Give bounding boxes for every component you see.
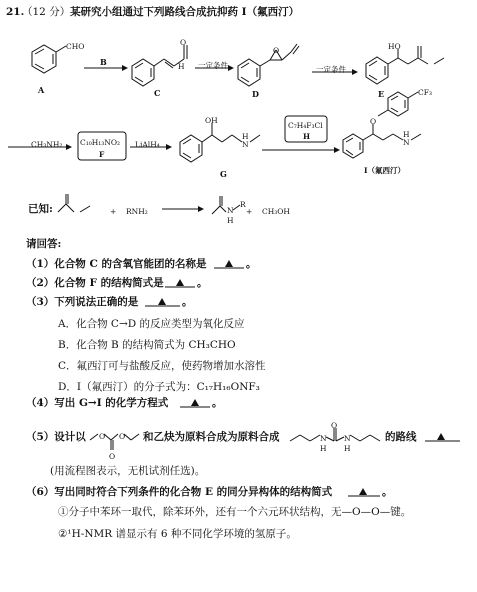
known-plus-2: + bbox=[246, 207, 253, 216]
q5-atom-h1: H bbox=[320, 444, 327, 453]
q5-atom-o2: O bbox=[119, 432, 126, 441]
option-d: D．I（氟西汀）的分子式为：C₁₇H₁₆ONF₃ bbox=[58, 381, 260, 393]
reagent-condition-1: 一定条件 bbox=[198, 61, 228, 70]
compound-d-structure bbox=[238, 44, 299, 86]
question-1-period: 。 bbox=[246, 258, 257, 270]
label-a: A bbox=[38, 85, 45, 95]
question-6: （6）写出同时符合下列条件的化合物 E 的同分异构体的结构简式 bbox=[26, 486, 333, 498]
q5-carbonate-structure bbox=[90, 434, 139, 450]
question-2-period: 。 bbox=[197, 277, 208, 289]
compound-e-structure bbox=[366, 46, 444, 84]
atom-h: H bbox=[178, 62, 185, 71]
known-n: N bbox=[227, 206, 234, 215]
question-1: （1）化合物 C 的含氧官能团的名称是 bbox=[26, 258, 207, 270]
reagent-f-label: F bbox=[99, 150, 105, 159]
atom-h-n-g: H bbox=[242, 132, 249, 141]
label-g: G bbox=[220, 169, 227, 179]
atom-ho-e: HO bbox=[388, 42, 401, 51]
reagent-h: H bbox=[303, 132, 311, 141]
label-d: D bbox=[252, 89, 259, 99]
question-4-period: 。 bbox=[212, 397, 223, 409]
option-a: A．化合物 C→D 的反应类型为氧化反应 bbox=[58, 318, 245, 330]
known-h: H bbox=[227, 216, 234, 225]
question-5c: 的路线 bbox=[385, 431, 417, 443]
atom-cf3: CF₃ bbox=[418, 88, 432, 97]
atom-o-c: O bbox=[180, 38, 187, 47]
q5-atom-h2: H bbox=[344, 444, 351, 453]
known-reaction bbox=[58, 194, 240, 214]
reagent-f-formula: C₁₀H₁₃NO₂ bbox=[80, 138, 121, 147]
atom-cho: CHO bbox=[66, 42, 85, 51]
known-r: R bbox=[240, 200, 246, 209]
reagent-b: B bbox=[100, 57, 107, 67]
question-number: 21. bbox=[6, 6, 25, 18]
condition-2: ②¹H-NMR 谱显示有 6 种不同化学环境的氢原子。 bbox=[58, 528, 297, 540]
option-c: C．氟西汀可与盐酸反应，使药物增加水溶性 bbox=[58, 360, 266, 372]
q5-atom-o4: O bbox=[331, 421, 338, 430]
known-label: 已知: bbox=[28, 203, 53, 215]
reagent-condition-2: 一定条件 bbox=[316, 65, 346, 74]
question-5a: （5）设计以 bbox=[26, 431, 86, 443]
atom-o-ether: O bbox=[370, 117, 377, 126]
question-6-period: 。 bbox=[382, 486, 393, 498]
known-rnh2: RNH₂ bbox=[126, 207, 148, 216]
label-e: E bbox=[378, 89, 385, 99]
label-i: I（氟西汀） bbox=[364, 166, 406, 175]
atom-n-i: N bbox=[403, 138, 410, 147]
option-b: B．化合物 B 的结构简式为 CH₃CHO bbox=[58, 339, 236, 351]
reagent-lialh4: LiAlH₄ bbox=[135, 140, 160, 149]
question-2: （2）化合物 F 的结构简式是 bbox=[26, 277, 164, 289]
atom-oh-g: OH bbox=[205, 116, 218, 125]
question-3-period: 。 bbox=[182, 296, 193, 308]
q5-atom-n1: N bbox=[320, 434, 327, 443]
q5-atom-o1: O bbox=[99, 432, 106, 441]
q5-atom-o3: O bbox=[109, 452, 116, 461]
question-4: （4）写出 G→I 的化学方程式 bbox=[26, 397, 169, 409]
reagent-c7h4f3cl: C₇H₄F₃Cl bbox=[288, 121, 323, 130]
atom-o-epoxide: O bbox=[273, 46, 280, 55]
atom-h-n-i: H bbox=[403, 130, 410, 139]
q5-atom-n2: N bbox=[344, 434, 351, 443]
question-5b: 和乙炔为原料合成为原料合成 bbox=[143, 431, 280, 443]
atom-n-g: N bbox=[242, 140, 249, 149]
known-ch3oh: CH₃OH bbox=[262, 207, 290, 216]
questions-intro: 请回答: bbox=[26, 238, 62, 250]
compound-a-structure bbox=[32, 45, 66, 73]
condition-1: ①分子中苯环一取代，除苯环外，还有一个六元环状结构，无—O—O—键。 bbox=[58, 506, 412, 518]
known-plus-1: + bbox=[110, 207, 117, 216]
question-title: 某研究小组通过下列路线合成抗抑药 I（氟西汀） bbox=[70, 6, 300, 18]
question-3: （3）下列说法正确的是 bbox=[26, 296, 139, 308]
question-score: （12 分） bbox=[22, 6, 71, 18]
label-c: C bbox=[154, 88, 161, 98]
question-5-note: (用流程图表示，无机试剂任选)。 bbox=[50, 465, 206, 477]
reagent-ch3nh2: CH₃NH₂ bbox=[31, 140, 63, 149]
